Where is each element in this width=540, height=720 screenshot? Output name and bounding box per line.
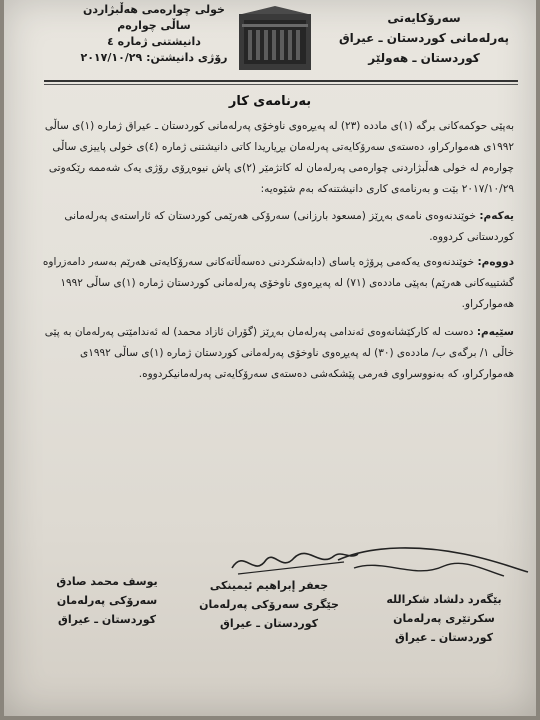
handwritten-signature — [334, 540, 534, 590]
signatory-role: سەرۆکی پەرلەمان — [56, 594, 158, 607]
header-line: خولی چوارەمی هەڵبژاردن — [82, 3, 225, 16]
agenda-item-lead: دووەم: — [477, 256, 514, 268]
header-session-info — [74, 2, 234, 66]
signatory-org: کوردستان ـ عیراق — [220, 617, 318, 630]
signatory-role: جێگری سەرۆکی پەرلەمان — [199, 598, 339, 611]
signature-block-secretary — [364, 590, 524, 647]
parliament-logo — [236, 6, 314, 72]
agenda-item-1 — [40, 206, 514, 248]
header-line: سەرۆکایەتی — [387, 11, 461, 25]
header-divider-thin — [44, 84, 518, 85]
signature-block-speaker — [32, 572, 182, 629]
header-line: ساڵی چوارەم — [117, 19, 191, 32]
signatory-name: بێگەرد دلشاد شکرالله — [386, 593, 502, 606]
header-line: پەرلەمانی کوردستان ـ عیراق — [338, 31, 510, 45]
signatory-org: کوردستان ـ عیراق — [395, 631, 493, 644]
agenda-item-2 — [40, 252, 514, 315]
agenda-item-text: خوێندنەوەی نامەی بەڕێز (مسعود بارزانی) سەرۆکی هەرێمی کوردستان کە ئاراستەی پەرلەمانی کوردستانی کردووە. — [64, 210, 514, 243]
agenda-item-lead: یەکەم: — [479, 210, 514, 222]
document-title: بەرنامەی کار — [228, 94, 312, 109]
signature-block-deputy — [194, 576, 344, 633]
header-institution — [334, 8, 514, 68]
agenda-item-text: دەست لە کارکێشانەوەی ئەندامی پەرلەمان بەڕێز (گۆران ئازاد محمد) لە ئەندامێتی پەرلەمان بە پێی خاڵی ١/ برگەی ب/ ماددەی (٣٠) لە پەیڕەوی ناوخۆی پەرلەمانی کوردستان ژمارە (١)ی ساڵی ١٩٩٢ی هەموارکراو، کە بەنووسراوی فەرمی پێشکەشی دەستەی سەرۆکایەتی پەرلەمانیکردووە. — [44, 326, 514, 380]
header-line: رۆژی دانیشتن: ٢٠١٧/١٠/٢٩ — [80, 51, 228, 64]
document-paper — [4, 0, 536, 716]
signatory-name: جعفر إبراهیم ئیمینکی — [209, 579, 329, 592]
header-line: دانیشتنی ژمارە ٤ — [107, 35, 201, 48]
agenda-item-text: خوێندنەوەی یەکەمی پرۆژە یاسای (دابەشکردنی دەسەڵاتەکانی سەرۆکایەتی هەرێم بەسەر دامەزراوە گشتییەکانی هەرێم) بەپێی ماددەی (٧١) لە پەیڕەوی ناوخۆی پەرلەمانی کوردستان ژمارە (١)ی ساڵی ١٩٩٢ هەموارکراو. — [42, 256, 514, 310]
signatory-role: سکرتێری پەرلەمان — [393, 612, 495, 625]
signatory-name: یوسف محمد صادق — [56, 575, 158, 588]
header-line: کوردستان ـ هەولێر — [368, 51, 480, 65]
signatory-org: کوردستان ـ عیراق — [58, 613, 156, 626]
agenda-item-lead: سێیەم: — [476, 326, 514, 338]
header-divider — [44, 80, 518, 82]
intro-paragraph: بەپێی حوکمەکانی برگە (١)ی ماددە (٢٣) لە پەیڕەوی ناوخۆی پەرلەمانی کوردستان ـ عیراق ژمارە (١)ی ساڵی ١٩٩٢ی هەموارکراو، دەستەی سەرۆکایەتی پەرلەمان بڕیاریدا کاتی دانیشتنی ژمارە (٤)ی خولی پاییزی ساڵی چوارەم لە خولی هەڵبژاردنی چوارەمی پەرلەمان لە کاتژمێر (٢)ی پاش نیوەڕۆی رۆژی یەک شەممە رێکەوتی ٢٠١٧/١٠/٢٩ بێت و بەرنامەی کاری دانیشتنەکە بەم شێوەیە: — [44, 120, 514, 195]
agenda-item-3 — [40, 322, 514, 385]
